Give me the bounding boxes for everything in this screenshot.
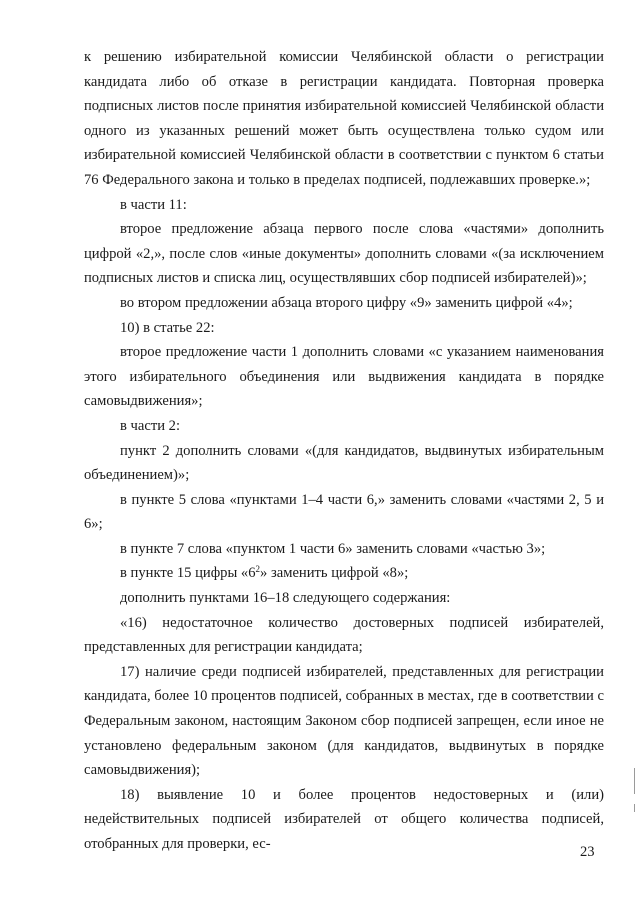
page-number: 23 bbox=[580, 844, 595, 860]
paragraph-text: в пункте 15 цифры «6 bbox=[120, 565, 256, 582]
paragraph: в пункте 7 слова «пунктом 1 части 6» заменить словами «частью 3»; bbox=[120, 540, 546, 557]
paragraph bbox=[84, 561, 604, 586]
superscript: 2 bbox=[255, 564, 261, 575]
paragraph: в части 11: bbox=[120, 196, 187, 213]
paragraph: к решению избирательной комиссии Челябинской области о регистрации кандидата либо об отказе в регистрации кандидата. Повторная проверка подписных листов после принятия избирательной комиссией Челябинской области одного из указанных решений может быть осуществлена только судом или избирательной комиссией Челябинской области в соответствии с пунктом 6 статьи 76 Федерального закона и только в пределах подписей, подлежавших проверке.»; bbox=[84, 49, 604, 188]
paragraph: 18) выявление 10 и более процентов недостоверных и (или) недействительных подписей избирателей от общего количества подписей, отобранных для проверки, ес- bbox=[84, 786, 604, 852]
paragraph: второе предложение части 1 дополнить словами «с указанием наименования этого избирательного объединения или выдвижения кандидата в порядке самовыдвижения»; bbox=[84, 344, 604, 410]
scan-edge-mark bbox=[634, 768, 635, 794]
paragraph: 10) в статье 22: bbox=[120, 319, 215, 336]
paragraph: 17) наличие среди подписей избирателей, представленных для регистрации кандидата, более 10 процентов подписей, собранных в местах, где в соответствии с Федеральным законом, настоящим Законом сбор подписей запрещен, если иное не установлено федеральным законом (для кандидатов, выдвинутых в порядке самовыдвижения); bbox=[84, 663, 604, 779]
paragraph: второе предложение абзаца первого после слова «частями» дополнить цифрой «2,», после слов «иные документы» дополнить словами «(за исключением подписных листов и списка лиц, осуществлявших сбор подписей избирателей)»; bbox=[84, 221, 604, 287]
paragraph-text-after: » заменить цифрой «8»; bbox=[260, 565, 409, 582]
paragraph: дополнить пунктами 16–18 следующего содержания: bbox=[120, 590, 451, 607]
document-body bbox=[84, 45, 604, 857]
paragraph: в пункте 5 слова «пунктами 1–4 части 6,» заменить словами «частями 2, 5 и 6»; bbox=[84, 491, 604, 533]
paragraph: пункт 2 дополнить словами «(для кандидатов, выдвинутых избирательным объединением)»; bbox=[84, 442, 604, 484]
paragraph: в части 2: bbox=[120, 417, 181, 434]
paragraph: во втором предложении абзаца второго цифру «9» заменить цифрой «4»; bbox=[120, 294, 573, 311]
paragraph: «16) недостаточное количество достоверных подписей избирателей, представленных для регистрации кандидата; bbox=[84, 614, 604, 656]
scan-edge-mark bbox=[634, 804, 635, 812]
